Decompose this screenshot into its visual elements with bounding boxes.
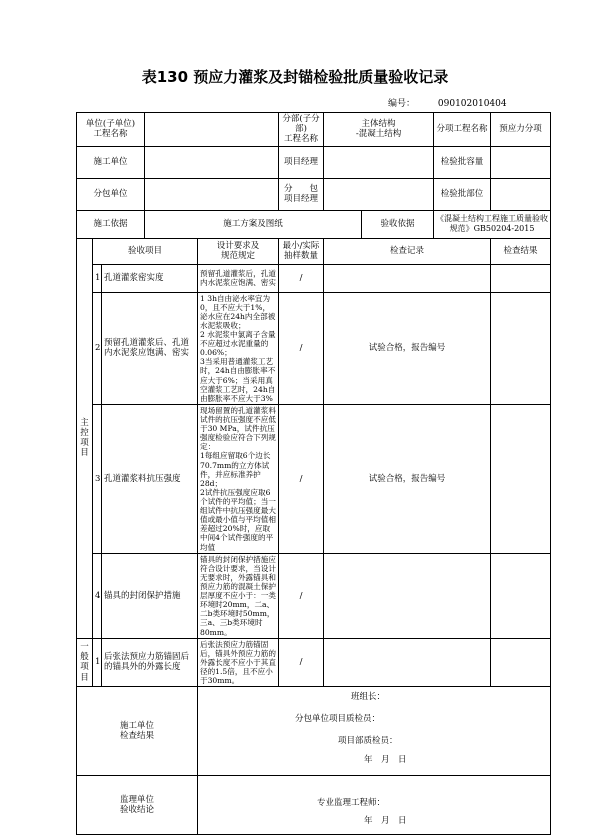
item-name: 后张法预应力筋锚固后的锚具外的外露长度 xyxy=(102,638,198,687)
sub-project-manager-label: 分 包 项目经理 xyxy=(279,178,324,210)
item-number: 1 xyxy=(93,264,102,292)
project-manager-label: 项目经理 xyxy=(279,146,324,178)
doc-number-value: 090102010404 xyxy=(437,99,507,109)
item-spec: 预留孔道灌浆后，孔道内水泥浆应饱满、密实 xyxy=(198,264,279,292)
supervision-signatures[interactable] xyxy=(198,776,551,835)
column-acceptance-item: 验收项目 xyxy=(93,238,198,264)
header-row-unit xyxy=(77,113,551,147)
doc-number xyxy=(388,96,507,109)
item-number: 3 xyxy=(93,404,102,553)
item-project-label: 分项工程名称 xyxy=(434,113,491,147)
column-design-requirement: 设计要求及 规范规定 xyxy=(198,238,279,264)
acceptance-form-table xyxy=(76,112,551,835)
construction-check-row xyxy=(77,687,551,776)
sub-project-manager-value[interactable] xyxy=(324,178,434,210)
column-header-row xyxy=(77,238,551,264)
doc-number-label: 编号： xyxy=(388,99,416,109)
acceptance-basis-label: 验收依据 xyxy=(362,210,434,238)
project-manager-value[interactable] xyxy=(324,146,434,178)
constructor-value[interactable] xyxy=(145,146,279,178)
item-result[interactable] xyxy=(491,404,551,553)
batch-position-value[interactable] xyxy=(491,178,551,210)
batch-capacity-value[interactable] xyxy=(491,146,551,178)
batch-position-label: 检验批部位 xyxy=(434,178,491,210)
page-title: 表130 预应力灌浆及封锚检验批质量验收记录 xyxy=(141,68,449,86)
batch-capacity-label: 检验批容量 xyxy=(434,146,491,178)
table-row xyxy=(77,404,551,553)
project-inspector-label: 项目部质检员： xyxy=(338,736,398,747)
constructor-label: 施工单位 xyxy=(77,146,145,178)
sub-inspector-label: 分包单位项目质检员： xyxy=(295,714,381,725)
supervision-label: 监理单位 验收结论 xyxy=(77,776,198,835)
item-project-value: 预应力分项 xyxy=(491,113,551,147)
item-name: 孔道灌浆密实度 xyxy=(102,264,198,292)
table-row xyxy=(77,264,551,292)
item-result[interactable] xyxy=(491,292,551,404)
team-leader-label: 班组长： xyxy=(351,692,386,703)
item-sample: / xyxy=(279,292,324,404)
item-record[interactable]: 试验合格，报告编号 xyxy=(324,292,491,404)
item-spec: 锚具的封闭保护措施应符合设计要求，当设计无要求时，外露锚具和预应力筋的混凝土保护层厚度不应小于：一类环境时20mm，二a、二b类环境时50mm，三a、三b类环境时80mm。 xyxy=(198,553,279,638)
header-row-constructor xyxy=(77,146,551,178)
item-sample: / xyxy=(279,638,324,687)
item-number: 1 xyxy=(93,638,102,687)
supervision-row xyxy=(77,776,551,835)
header-row-subcontractor xyxy=(77,178,551,210)
item-spec: 1 3h自由泌水率宜为0，且不应大于1%，泌水应在24h内全部被水泥浆吸收； 2 水泥浆中氯离子含量不应超过水泥重量的0.06%； 3当采用普通灌浆工艺时，24h自由膨胀率不应大于6%；当采用真空灌浆工艺时，24h自由膨胀率不应大于3% xyxy=(198,292,279,404)
supervision-engineer-label: 专业监理工程师： xyxy=(317,798,386,809)
item-sample: / xyxy=(279,404,324,553)
acceptance-basis-value: 《混凝土结构工程施工质量验收规范》GB50204-2015 xyxy=(434,210,551,238)
item-number: 4 xyxy=(93,553,102,638)
column-check-record: 检查记录 xyxy=(324,238,491,264)
table-row xyxy=(77,638,551,687)
item-record[interactable] xyxy=(324,264,491,292)
check-date: 年 月 日 xyxy=(364,755,407,766)
main-control-items-label: 主 控 项 目 xyxy=(77,238,93,638)
sub-division-label: 分部(子分部) 工程名称 xyxy=(279,113,324,147)
item-name: 预留孔道灌浆后、孔道内水泥浆应饱满、密实 xyxy=(102,292,198,404)
table-row xyxy=(77,292,551,404)
item-name: 锚具的封闭保护措施 xyxy=(102,553,198,638)
construction-check-label: 施工单位 检查结果 xyxy=(77,687,198,776)
header-row-basis xyxy=(77,210,551,238)
item-sample: / xyxy=(279,553,324,638)
item-result[interactable] xyxy=(491,638,551,687)
item-result[interactable] xyxy=(491,553,551,638)
item-result[interactable] xyxy=(491,264,551,292)
subcontractor-label: 分包单位 xyxy=(77,178,145,210)
item-spec: 后张法预应力筋锚固后，锚具外预应力筋的外露长度不应小于其直径的1.5倍，且不应小于30mm。 xyxy=(198,638,279,687)
item-name: 孔道灌浆料抗压强度 xyxy=(102,404,198,553)
table-row xyxy=(77,553,551,638)
item-record[interactable] xyxy=(324,553,491,638)
item-record[interactable]: 试验合格，报告编号 xyxy=(324,404,491,553)
item-spec: 现场留置的孔道灌浆料试件的抗压强度不应低于30 MPa，试件抗压强度检验应符合下列规定： 1每组应留取6个边长70.7mm的立方体试件，并应标准养护28d； 2试件抗压强度应取6个试件的平均值；当一组试件中抗压强度最大值或最小值与平均值相差超过20%时，应取中间4个试件强度的平均值 xyxy=(198,404,279,553)
item-sample: / xyxy=(279,264,324,292)
construction-basis-value: 施工方案及图纸 xyxy=(145,210,362,238)
sub-division-value: 主体结构 -混凝土结构 xyxy=(324,113,434,147)
column-check-result: 检查结果 xyxy=(491,238,551,264)
item-number: 2 xyxy=(93,292,102,404)
subcontractor-value[interactable] xyxy=(145,178,279,210)
unit-name-label: 单位(子单位) 工程名称 xyxy=(77,113,145,147)
construction-basis-label: 施工依据 xyxy=(77,210,145,238)
unit-name-value[interactable] xyxy=(145,113,279,147)
construction-check-signatures[interactable] xyxy=(198,687,551,776)
column-sample-quantity: 最小/实际 抽样数量 xyxy=(279,238,324,264)
supervision-date: 年 月 日 xyxy=(364,816,407,827)
general-items-label: 一 般 项 目 xyxy=(77,638,93,687)
item-record[interactable] xyxy=(324,638,491,687)
